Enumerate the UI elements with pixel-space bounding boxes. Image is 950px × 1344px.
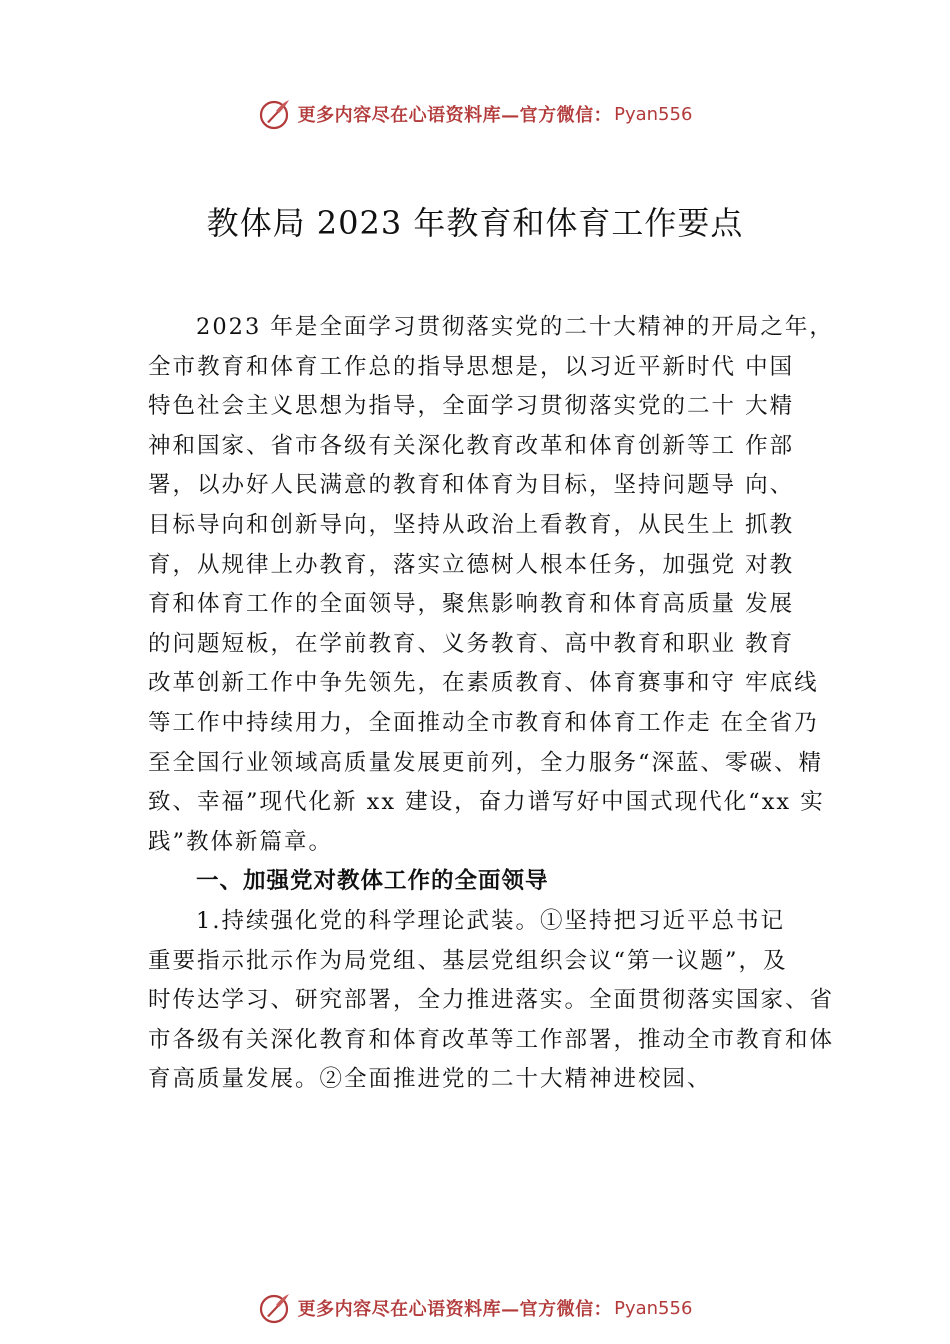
paragraph-line: 署，以办好人民满意的教育和体育为目标，坚持问题导 向、 (148, 472, 795, 499)
paragraph-line: 育，从规律上办教育，落实立德树人根本任务，加强党 对教 (148, 551, 795, 578)
quill-logo-icon (258, 97, 292, 131)
banner-wechat-id: Pyan556 (614, 1297, 693, 1319)
paragraph-line: 目标导向和创新导向，坚持从政治上看教育，从民生上 抓教 (148, 511, 795, 538)
paragraph-line: 2023 年是全面学习贯彻落实党的二十大精神的开局之年， (196, 314, 834, 340)
paragraph-line: 至全国行业领域高质量发展更前列，全力服务“深蓝、零碳、精 (148, 749, 824, 776)
paragraph-line: 特色社会主义思想为指导，全面学习贯彻落实党的二十 大精 (148, 393, 795, 420)
paragraph-line: 育和体育工作的全面领导，聚焦影响教育和体育高质量 发展 (148, 591, 795, 618)
document-body (148, 308, 838, 1100)
footer-banner (0, 1288, 950, 1328)
paragraph-line: 等工作中持续用力，全面推动全市教育和体育工作走 在全省乃 (148, 709, 819, 736)
paragraph-line: 践”教体新篇章。 (148, 828, 334, 855)
quill-logo-icon (258, 1291, 292, 1325)
paragraph-line: 致、幸福”现代化新 xx 建设，奋力谱写好中国式现代化“xx 实 (148, 789, 825, 816)
paragraph-line: 的问题短板，在学前教育、义务教育、高中教育和职业 教育 (148, 630, 795, 657)
banner-text: 更多内容尽在心语资料库—官方微信： (297, 105, 613, 126)
paragraph-line: 市各级有关深化教育和体育改革等工作部署，推动全市教育和体 (148, 1026, 835, 1053)
paragraph-line: 育高质量发展。②全面推进党的二十大精神进校园、 (148, 1066, 712, 1093)
banner-wechat-id: Pyan556 (614, 103, 693, 125)
document-title: 教体局 2023 年教育和体育工作要点 (206, 204, 744, 242)
paragraph-line: 重要指示批示作为局党组、基层党组织会议“第一议题”，及 (148, 947, 788, 974)
paragraph-line: 改革创新工作中争先领先，在素质教育、体育赛事和守 牢底线 (148, 670, 819, 697)
banner-text: 更多内容尽在心语资料库—官方微信： (297, 1299, 613, 1320)
paragraph-line: 神和国家、省市各级有关深化教育改革和体育创新等工 作部 (148, 432, 795, 459)
header-banner (0, 94, 950, 134)
paragraph-line: 时传达学习、研究部署，全力推进落实。全面贯彻落实国家、省 (148, 987, 835, 1014)
paragraph-line: 全市教育和体育工作总的指导思想是，以习近平新时代 中国 (148, 353, 795, 380)
paragraph-line: 1.持续强化党的科学理论武装。①坚持把习近平总书记 (196, 907, 785, 934)
section-heading: 一、加强党对教体工作的全面领导 (196, 868, 549, 895)
